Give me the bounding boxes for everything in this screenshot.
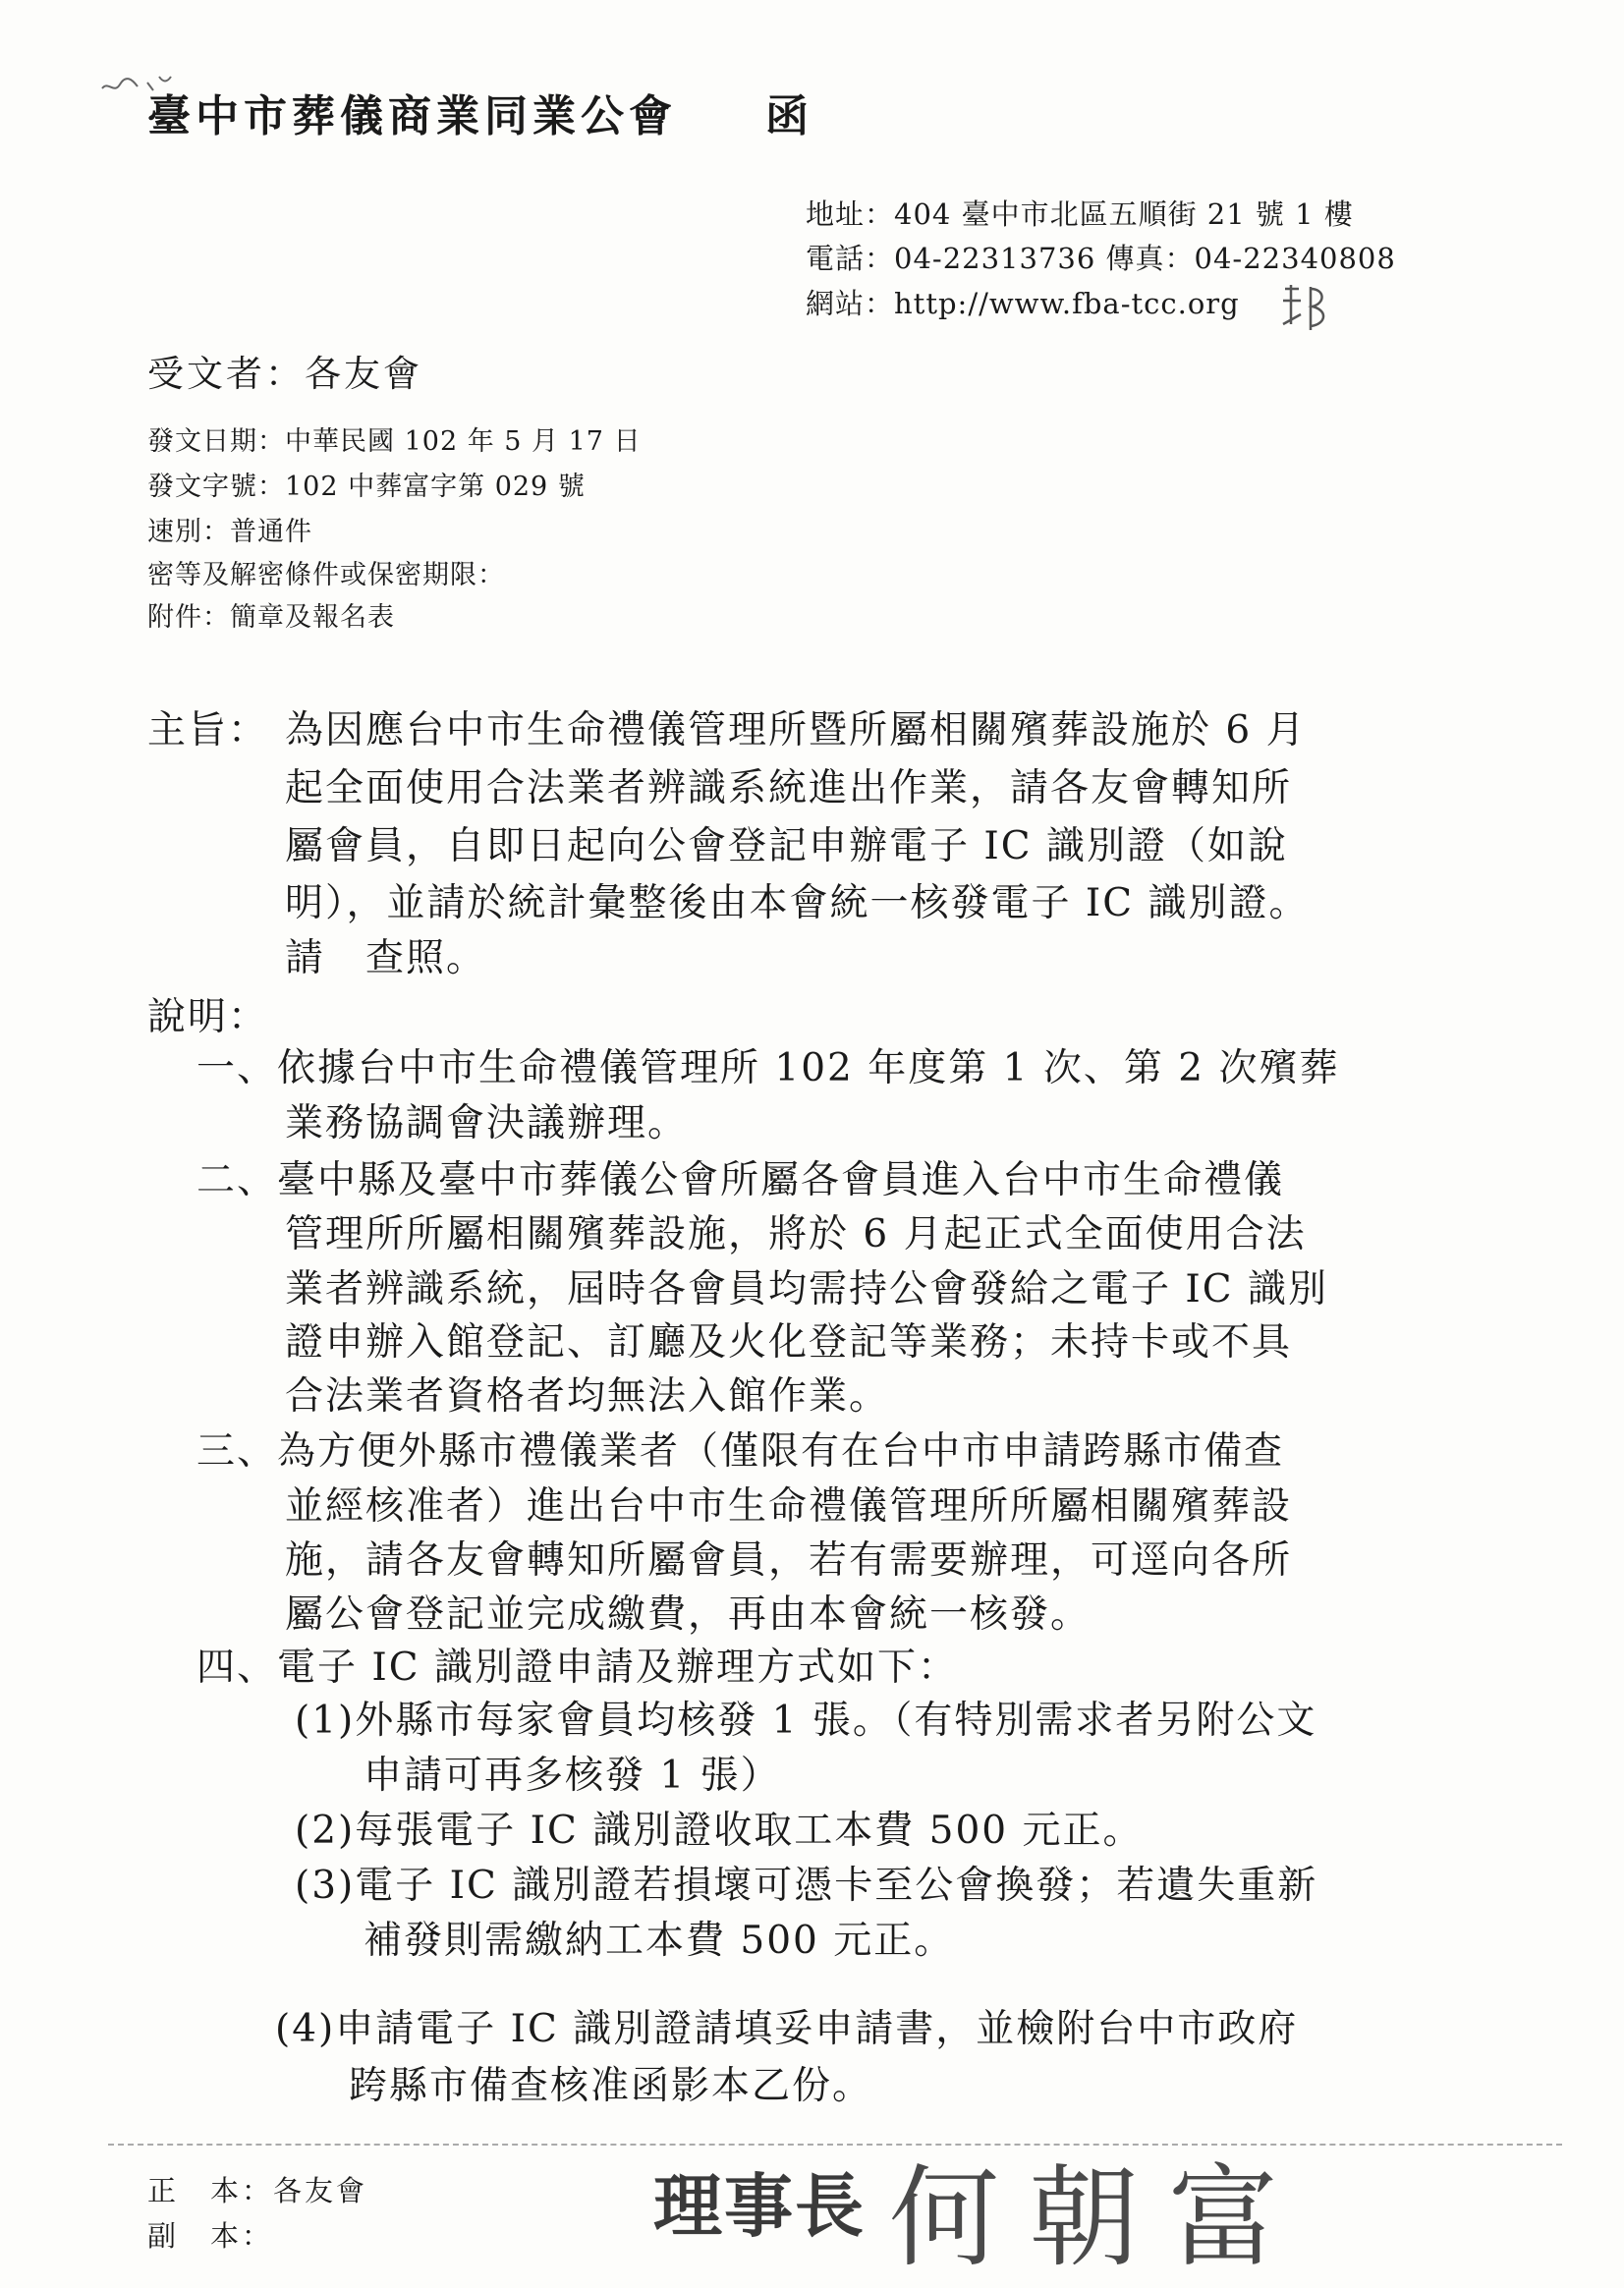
sub-item-1: 申請可再多核發 1 張） (364, 1754, 781, 1798)
phone-fax-line: 電話：04-22313736 傳真：04-22340808 (806, 242, 1396, 275)
sub-item-1: (1)外縣市每家會員均核發 1 張。（有特別需求者另附公文 (295, 1699, 1317, 1743)
explanation-item-2: 合法業者資格者均無法入館作業。 (285, 1374, 890, 1419)
sub-item-3: 補發則需繳納工本費 500 元正。 (364, 1919, 955, 1963)
handwritten-mark-top-left (98, 67, 187, 102)
subject-label: 主旨： (147, 708, 269, 753)
handwritten-initial (1277, 279, 1338, 336)
chairman-title: 理事長 (653, 2165, 866, 2247)
subject-line: 屬會員，自即日起向公會登記申辦電子 IC 識別證（如說 (285, 824, 1289, 868)
explanation-item-2: 二、臺中縣及臺中市葬儀公會所屬各會員進入台中市生命禮儀 (196, 1158, 1285, 1202)
explanation-label: 說明： (147, 995, 269, 1039)
org-name: 臺中市葬儀商業同業公會 (147, 91, 677, 141)
copy-recipient: 副 本： (147, 2219, 274, 2253)
sub-item-2: (2)每張電子 IC 識別證收取工本費 500 元正。 (295, 1809, 1144, 1853)
explanation-item-3: 三、為方便外縣市禮儀業者（僅限有在台中市申請跨縣市備查 (196, 1429, 1285, 1474)
classification: 密等及解密條件或保密期限： (147, 560, 505, 590)
recipient: 受文者：各友會 (147, 353, 422, 395)
explanation-item-1: 一、依據台中市生命禮儀管理所 102 年度第 1 次、第 2 次殯葬 (196, 1046, 1340, 1090)
explanation-item-2: 業者辨識系統，屆時各會員均需持公會發給之電子 IC 識別 (285, 1267, 1329, 1311)
issue-date: 發文日期：中華民國 102 年 5 月 17 日 (147, 426, 642, 457)
document-title (147, 81, 813, 143)
address-line: 地址：404 臺中市北區五順街 21 號 1 樓 (806, 197, 1354, 231)
explanation-item-3: 屬公會登記並完成繳費，再由本會統一核發。 (285, 1592, 1092, 1637)
explanation-item-3: 並經核准者）進出台中市生命禮儀管理所所屬相關殯葬設 (285, 1484, 1293, 1529)
attachment: 附件：簡章及報名表 (147, 602, 395, 633)
sub-item-4: (4)申請電子 IC 識別證請填妥申請書，並檢附台中市政府 (275, 2007, 1299, 2051)
divider (108, 2144, 1562, 2146)
explanation-item-2: 管理所所屬相關殯葬設施，將於 6 月起正式全面使用合法 (285, 1212, 1307, 1256)
explanation-item-1: 業務協調會決議辦理。 (285, 1101, 689, 1145)
explanation-item-4: 四、電子 IC 識別證申請及辦理方式如下： (196, 1646, 959, 1690)
subject-line: 起全面使用合法業者辨識系統進出作業，請各友會轉知所 (285, 766, 1293, 810)
sub-item-4: 跨縣市備查核准函影本乙份。 (349, 2064, 873, 2108)
website-line: 網站：http://www.fba-tcc.org (806, 287, 1240, 320)
subject-line: 明），並請於統計彙整後由本會統一核發電子 IC 識別證。 (285, 881, 1310, 925)
subject-line: 請 查照。 (285, 936, 487, 980)
main-recipient: 正 本：各友會 (147, 2174, 368, 2207)
priority: 速別：普通件 (147, 517, 312, 547)
reference-number: 發文字號：102 中葬富字第 029 號 (147, 472, 586, 502)
explanation-item-3: 施，請各友會轉知所屬會員，若有需要辦理，可逕向各所 (285, 1538, 1293, 1583)
sub-item-3: (3)電子 IC 識別證若損壞可憑卡至公會換發；若遺失重新 (295, 1864, 1318, 1908)
doc-type: 函 (765, 91, 813, 141)
explanation-item-2: 證申辦入館登記、訂廳及火化登記等業務；未持卡或不具 (285, 1320, 1293, 1365)
subject-line: 為因應台中市生命禮儀管理所暨所屬相關殯葬設施於 6 月 (285, 708, 1307, 753)
chairman-name: 何朝富 (889, 2154, 1308, 2282)
